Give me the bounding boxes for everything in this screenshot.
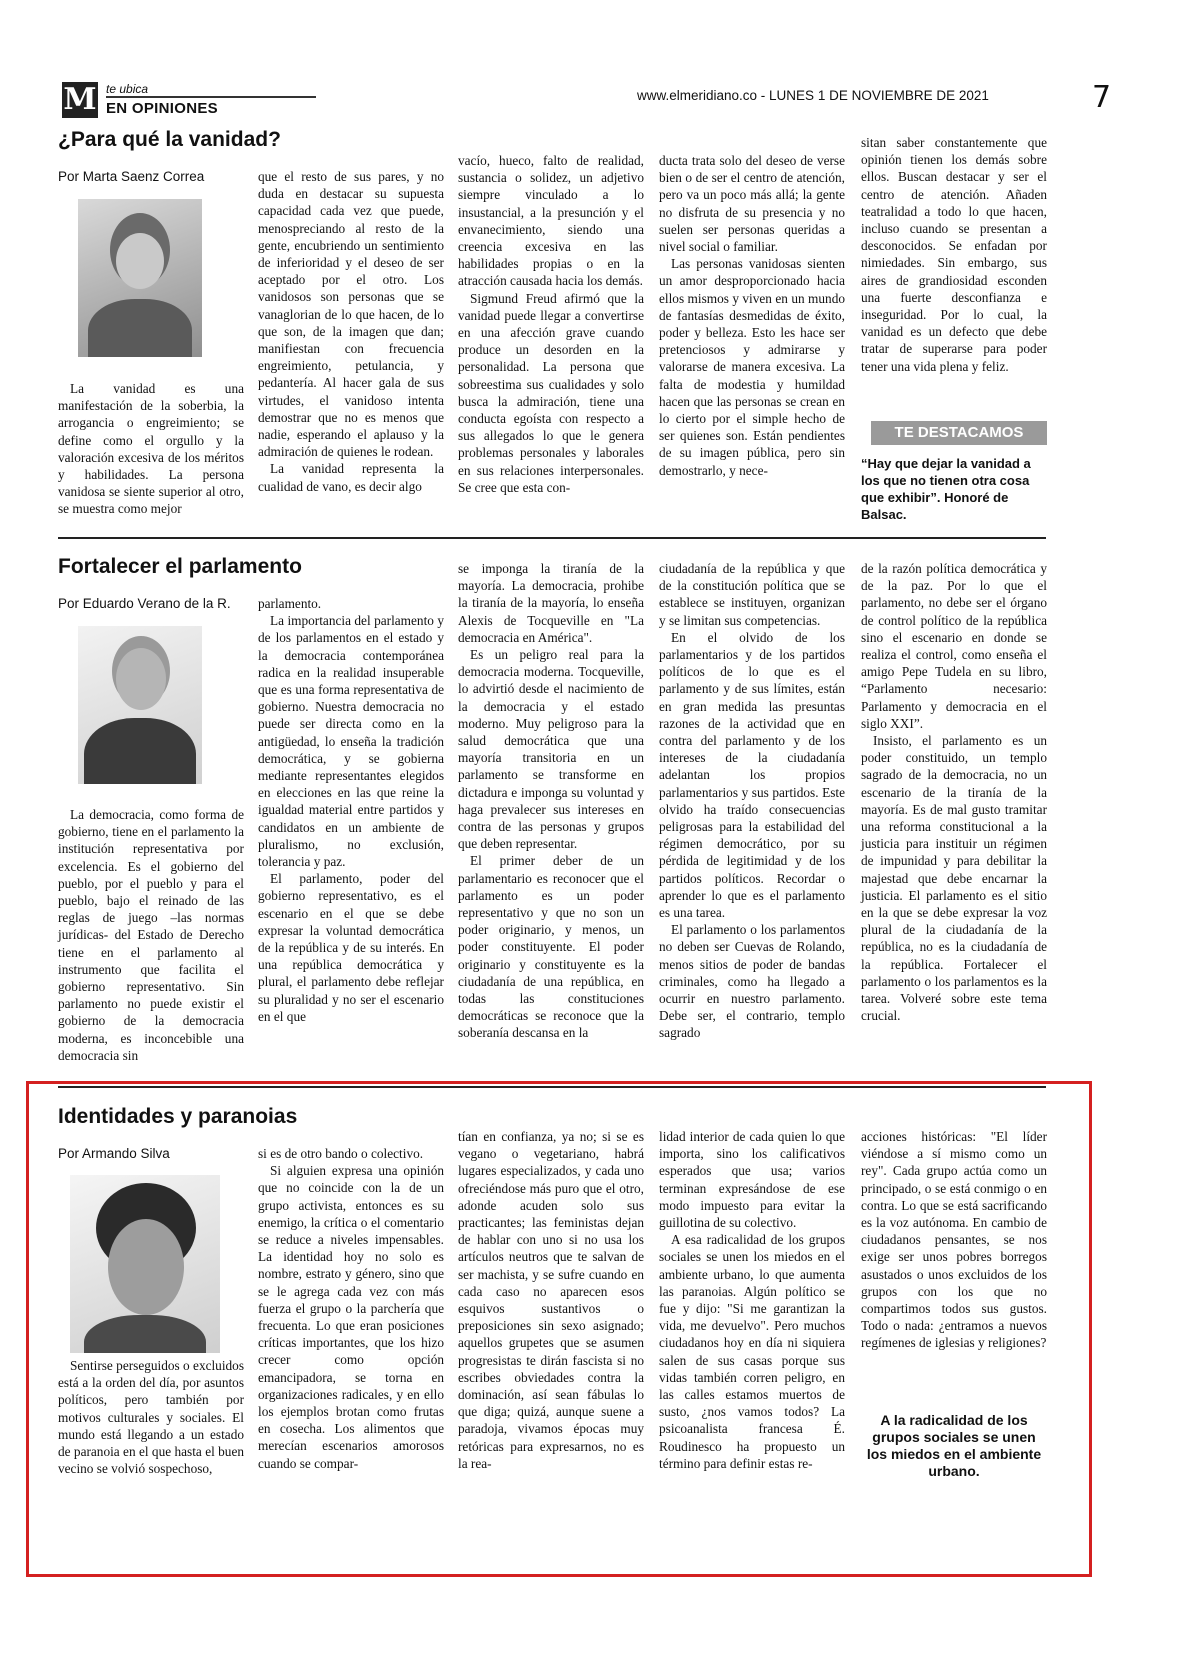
article-column-2 — [258, 1145, 444, 1472]
paragraph: ducta trata solo del deseo de verse bien o de ser el centro de atención, pero va un poco más allá; la gente no disfruta de su presencia y no suelen ser personas queridas a nivel social o familiar. — [659, 153, 845, 255]
paragraph: A esa radicalidad de los grupos sociales se unen los miedos en el ambiente urbano, lo que aumenta las paranoias. Algún político se fue y dijo: "Si me garantizan la vida, me devuelvo". Pero muchos ciudadanos hoy en día ni siquiera salen de sus casas porque sus vidas también corren peligro, en las calles estamos muertos de susto, ¿nos vamos todos? La psicoanalista francesa É. Roudinesco ha propuesto un término para definir estas re- — [659, 1232, 845, 1471]
paragraph: parlamento. — [258, 596, 322, 611]
header-rule — [106, 96, 316, 98]
article-column-5 — [861, 134, 1047, 375]
article-column-4 — [659, 560, 845, 1042]
section-label: EN OPINIONES — [106, 100, 218, 117]
article-column-3 — [458, 152, 644, 496]
masthead — [62, 82, 1122, 124]
paragraph: Sigmund Freud afirmó que la vanidad puede llegar a convertirse en una afección grave cuando produce un desorden en la personalidad. La persona que sobreestima sus cualidades y solo busca la admiración, tiene una conducta egoísta con respecto a sus allegados lo que le genera problemas personales y laborales en sus relaciones interpersonales. Se cree que esta con- — [458, 290, 644, 495]
paragraph: La vanidad representa la cualidad de vano, es decir algo — [258, 461, 444, 494]
paragraph: El parlamento, poder del gobierno representativo, es el escenario en el que se debe expresar la voluntad democrática de la república y de su interés. En una república democrática y plural, el parlamento debe reflejar su pluralidad y no ser el escenario en el que — [258, 871, 444, 1024]
article-column-3 — [458, 560, 644, 1042]
paragraph: se imponga la tiranía de la mayoría. La democracia, prohibe la tiranía de la mayoría, lo enseña Alexis de Tocqueville en "La democracia en América". — [458, 561, 644, 645]
paragraph: Insisto, el parlamento es un poder constituido, un templo sagrado de la democracia, no un escenario de la tiranía de la mayoría. Es de mal gusto tramitar una reforma constitucional a la justicia para instituir un régimen de impunidad y para debilitar la majestad que debe encarnar la justicia. El parlamento es el sitio en la que se debe expresar la voz plural de la ciudadanía de la república, no es la ciudadanía de la república. Fortalecer el parlamento o los parlamentos es la tarea. Volveré sobre este tema crucial. — [861, 733, 1047, 1024]
paragraph: que el resto de sus pares, y no duda en destacar su supuesta capacidad cada vez que puede, menospreciando al resto de la gente, encubriendo un sentimiento de inferioridad y el deseo de ser aceptado por el otro. Los vanidosos son personas que se vanaglorian de lo que hacen, de lo que son, de la imagen que dan; manifiestan con frecuencia engreimiento, petulancia, y pedantería. Al hacer gala de sus virtudes, el vanidoso intenta demostrar que no es menos que nadie, esperando el aplauso y la admiración de quienes le rodean. — [258, 169, 444, 460]
site-date: www.elmeridiano.co - LUNES 1 DE NOVIEMBRE DE 2021 — [637, 88, 989, 103]
pull-quote: A la radicalidad de los grupos sociales se unen los miedos en el ambiente urbano. — [866, 1412, 1042, 1479]
te-ubica-label: te ubica — [106, 82, 149, 96]
paragraph: lidad interior de cada quien lo que importa, sino los calificativos esperados que usa; varios terminan expresándose de ese modo impuesto para evitar la guillotina de su colectivo. — [659, 1129, 845, 1231]
article-column-5 — [861, 1128, 1047, 1352]
article-column-5 — [861, 560, 1047, 1024]
paragraph: ciudadanía de la república y que de la constitución política que se establece se instituyen, organizan y se limitan sus competencias. — [659, 561, 845, 628]
paragraph: tían en confianza, ya no; si se es vegano o vegetariano, habrá lugares especializados, y cada uno ofreciéndose más puro que el otro, adonde acuden solo sus practicantes; las feministas dejan de hablar con uno si no usa los artículos neutros que te salvan de ser machista, y se sufre cuando en cada caso no aparecen esos esquivos sustantivos o preposiciones sin sexo asignado; aquellos grupetes que se asumen progresistas te dirán fascista si no escribes obviedades contra la dominación, así sean fábulas lo que diga; quizá, aunque suene a paradoja, vivamos épocas muy retóricas para expresarnos, no es la rea- — [458, 1129, 644, 1471]
paragraph: acciones históricas: "El líder viéndose a sí mismo como un rey". Cada grupo actúa como un principado, o se está conmigo o en contra. Lo que se está sacrificando es la voz autónoma. En cambio de ciudadanos pensantes, se nos exige ser unos pobres borregos asustados o unos excluidos de los grupos con los que no compartimos todos sus gustos. Todo o nada: ¿entramos a nuevos regímenes de iglesias y religiones? — [861, 1129, 1047, 1351]
paragraph: En el olvido de los parlamentarios y de los partidos políticos de lo que es el parlamento y de sus límites, están en gran medida las presuntas razones de la actividad que en contra del parlamento y de los intereses de la ciudadanía adelantan los propios parlamentarios y sus partidos. Este olvido ha traído consecuencias peligrosas para la estabilidad del régimen democrático, por su pérdida de legitimidad y de los partidos políticos. Recordar o aprender lo que es el parlamento es una tarea. — [659, 629, 845, 921]
author-photo-body — [84, 1315, 206, 1353]
pull-quote: “Hay que dejar la vanidad a los que no tienen otra cosa que exhibir”. Honoré de Balsac. — [861, 456, 1031, 522]
article-column-1 — [58, 1357, 244, 1477]
article-column-3 — [458, 1128, 644, 1472]
paragraph: si es de otro bando o colectivo. — [258, 1146, 424, 1161]
paragraph: El primer deber de un parlamentario es reconocer que el parlamento es un poder representativo y que no son un poder originario, y menos, un poder constituyente. El poder originario y constituyente es la ciudadanía de una república, en todas las constituciones democráticas se reconoce que la soberanía descansa en la — [458, 853, 644, 1041]
article-column-2 — [258, 168, 444, 495]
article-column-4 — [659, 152, 845, 479]
article-title: Fortalecer el parlamento — [58, 555, 302, 578]
paragraph: vacío, hueco, falto de realidad, sustancia o solidez, un adjetivo siempre vinculado a lo insustancial, a la presunción y el envanecimiento, siendo una creencia excesiva en las habilidades propias o en la atracción causada hacia los demás. — [458, 153, 644, 289]
author-photo-face — [108, 1219, 184, 1315]
paragraph: El parlamento o los parlamentos no deben ser Cuevas de Rolando, menos sitios de poder de bandas criminales, como ha llegado a ocurrir en nuestro parlamento. Debe ser, el contrario, templo sagrado — [659, 922, 845, 1041]
article-byline: Por Armando Silva — [58, 1146, 170, 1161]
paragraph: Sentirse perseguidos o excluidos está a la orden del día, por asuntos políticos, pero también por motivos culturales y sociales. El mundo está llegando a un estado de paranoia en el que hasta el buen vecino se volvió sospechoso, — [58, 1358, 244, 1477]
author-photo — [78, 626, 202, 784]
article-divider — [58, 537, 1046, 539]
article-column-2 — [258, 595, 444, 1025]
article-column-1 — [58, 806, 244, 1064]
paragraph: Si alguien expresa una opinión que no coincide con la de un grupo activista, entonces es su enemigo, la crítica o el comentario se reduce a niveles impensables. La identidad hoy no solo es nombre, estrato y género, sino que se le agrega cada vez con más fuerza el grupo o la parchería que frecuenta. Lo que eran posiciones críticas importantes, que los hizo crecer como opción emancipadora, se torna en organizaciones radicales, y en ello los ejemplos brotan como frutas en cosecha. Los alimentos que merecían escenarios amorosos cuando se compar- — [258, 1163, 444, 1471]
author-photo-body — [88, 299, 192, 357]
newspaper-logo: M — [63, 82, 97, 117]
article-divider — [58, 1086, 1046, 1088]
article-title: ¿Para qué la vanidad? — [58, 128, 281, 151]
paragraph: La vanidad es una manifestación de la soberbia, la arrogancia o engreimiento; se define como el orgullo y la valoración excesiva de los méritos y habilidades. La persona vanidosa se siente superior al otro, se muestra como mejor — [58, 381, 244, 517]
author-photo — [70, 1175, 220, 1353]
paragraph: Es un peligro real para la democracia moderna. Tocqueville, lo advirtió desde el nacimiento de la democracia y el estado moderno. Muy peligroso para la salud democrática que una mayoría transitoria en un parlamento se transforme en dictadura e imponga su voluntad y haga prevalecer sus intereses en contra de las personas y grupos que deben representar. — [458, 647, 644, 852]
article-column-4 — [659, 1128, 845, 1472]
author-photo — [78, 199, 202, 357]
article-byline: Por Marta Saenz Correa — [58, 169, 205, 184]
article-title: Identidades y paranoias — [58, 1105, 298, 1128]
page-number: 7 — [1092, 80, 1112, 115]
author-photo-body — [84, 718, 196, 784]
paragraph: de la razón política democrática y de la paz. Por lo que el parlamento, no debe ser el órgano de control político de la república sino el escenario en donde se realiza el control, como enseña el amigo Pepe Tudela en su libro, “Parlamento necesario: Parlamento y democracia en el siglo XXI”. — [861, 561, 1047, 731]
article-byline: Por Eduardo Verano de la R. — [58, 596, 231, 611]
author-photo-face — [116, 648, 166, 710]
highlight-label: TE DESTACAMOS — [871, 421, 1047, 445]
paragraph: Las personas vanidosas sienten un amor desproporcionado hacia ellos mismos y viven en un mundo de fantasías desmedidas de éxito, poder y belleza. Esto les hace ser pretenciosos y admirarse y valorarse de manera excesiva. La falta de modestia y humildad hacen que las personas se crean en lo cierto por el simple hecho de ser quienes son. Están pendientes de su imagen pública, pero sin demostrarlo, y nece- — [659, 256, 845, 478]
paragraph: La democracia, como forma de gobierno, tiene en el parlamento la institución representativa por excelencia. Es el gobierno del pueblo, por el pueblo y para el pueblo, bajo el reinado de las reglas de juego –las normas jurídicas- del Estado de Derecho tiene en el parlamento al instrumento que facilita el gobierno representativo. Sin parlamento no puede existir el gobierno de la democracia moderna, es inconcebible una democracia sin — [58, 807, 244, 1063]
author-photo-face — [116, 233, 164, 289]
paragraph: sitan saber constantemente que opinión tienen los demás sobre ellos. Buscan destacar y ser el centro de atención. Añaden teatralidad a todo lo que hacen, incluso cuando se presentan a desconocidos. Se enfadan por nimiedades. Sin embargo, sus aires de grandiosidad esconden una fuerte desconfianza e inseguridad. Por lo cual, la vanidad es un defecto que debe tratar de superarse para poder tener una vida plena y feliz. — [861, 135, 1047, 374]
article-column-1 — [58, 380, 244, 518]
paragraph: La importancia del parlamento y de los parlamentos en el estado y la democracia contemporánea radica en la realidad insuperable que es una forma representativa de gobierno. Nuestra democracia no puede ser directa como en la antigüedad, lo enseña la tradición democrática, y se gobierna mediante representantes elegidos en elecciones en las que reine la igualdad material entre partidos y candidatos en un ambiente de pluralismo, no exclusión, tolerancia y paz. — [258, 613, 444, 870]
